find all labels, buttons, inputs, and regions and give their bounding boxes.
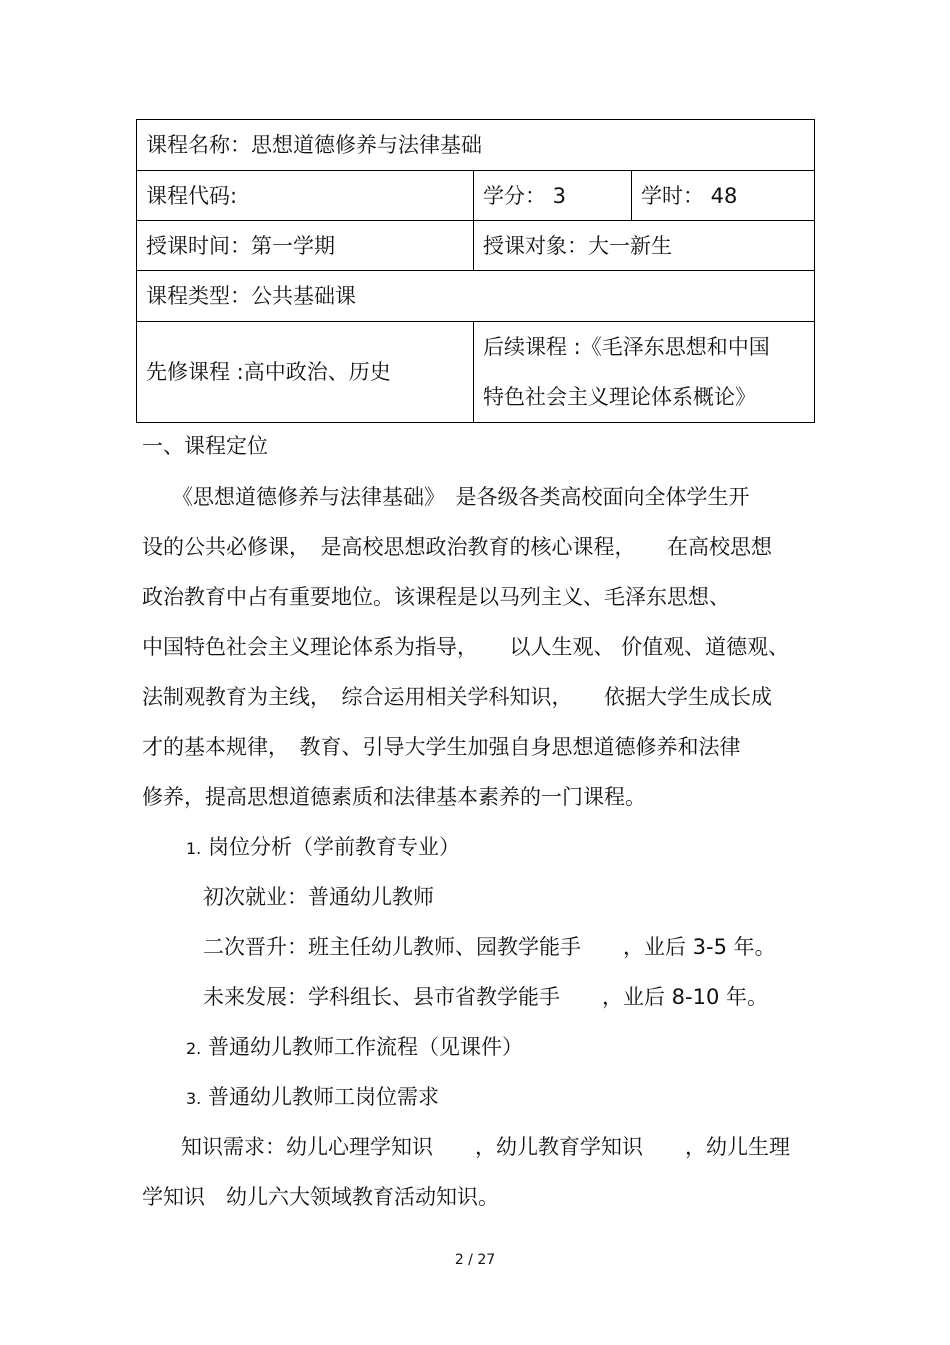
list-item-number: 1. — [186, 839, 202, 858]
paragraph-line: 政治教育中占有重要地位。该课程是以马列主义、毛泽东思想、 — [142, 585, 730, 609]
prerequisite-cell: 先修课程 :高中政治、历史 — [137, 322, 474, 423]
table-row — [137, 171, 815, 221]
career-line: 未来发展：学科组长、县市省教学能手 ，业后 8-10 年。 — [203, 985, 769, 1009]
table-row — [137, 271, 815, 322]
followup-line: 后续课程 :《毛泽东思想和中国 — [483, 335, 770, 359]
career-line: 初次就业：普通幼儿教师 — [203, 885, 434, 909]
list-item — [186, 1032, 523, 1064]
career-line: 二次晋升：班主任幼儿教师、园教学能手 ，业后 3-5 年。 — [203, 935, 776, 959]
knowledge-line: 学知识 幼儿六大领域教育活动知识。 — [142, 1185, 499, 1209]
list-item — [186, 832, 460, 864]
paragraph-line: 法制观教育为主线， 综合运用相关学科知识， 依据大学生成长成 — [142, 685, 772, 709]
teach-time-cell: 授课时间：第一学期 — [137, 221, 474, 271]
list-item-text: 普通幼儿教师工作流程（见课件） — [207, 1035, 523, 1059]
course-name-cell: 课程名称：思想道德修养与法律基础 — [137, 120, 815, 171]
course-info-table — [136, 119, 815, 423]
credits-cell: 学分： 3 — [474, 171, 632, 221]
knowledge-line: 知识需求：幼儿心理学知识 ，幼儿教育学知识 ，幼儿生理 — [181, 1135, 790, 1159]
paragraph-line: 修养，提高思想道德素质和法律基本素养的一门课程。 — [142, 785, 646, 809]
list-item-text: 岗位分析（学前教育专业） — [207, 835, 460, 859]
list-item-number: 2. — [186, 1039, 202, 1058]
table-row — [137, 120, 815, 171]
paragraph-line: 设的公共必修课， 是高校思想政治教育的核心课程， 在高校思想 — [142, 535, 772, 559]
paragraph-line: 才的基本规律， 教育、引导大学生加强自身思想道德修养和法律 — [142, 735, 741, 759]
list-item — [186, 1082, 439, 1114]
course-code-cell: 课程代码: — [137, 171, 474, 221]
paragraph-line: 《思想道德修养与法律基础》 是各级各类高校面向全体学生开 — [172, 485, 750, 509]
list-item-text: 普通幼儿教师工岗位需求 — [207, 1085, 439, 1109]
table-row — [137, 322, 815, 423]
list-item-number: 3. — [186, 1089, 202, 1108]
paragraph-line: 中国特色社会主义理论体系为指导， 以人生观、 价值观、道德观、 — [142, 635, 790, 659]
table-row — [137, 221, 815, 271]
section-heading: 一、课程定位 — [142, 434, 268, 458]
course-type-cell: 课程类型：公共基础课 — [137, 271, 815, 322]
followup-line: 特色社会主义理论体系概论》 — [483, 385, 756, 409]
teach-target-cell: 授课对象：大一新生 — [474, 221, 815, 271]
followup-cell — [474, 322, 815, 423]
hours-cell: 学时： 48 — [632, 171, 815, 221]
page-number: 2 / 27 — [454, 1252, 496, 1268]
